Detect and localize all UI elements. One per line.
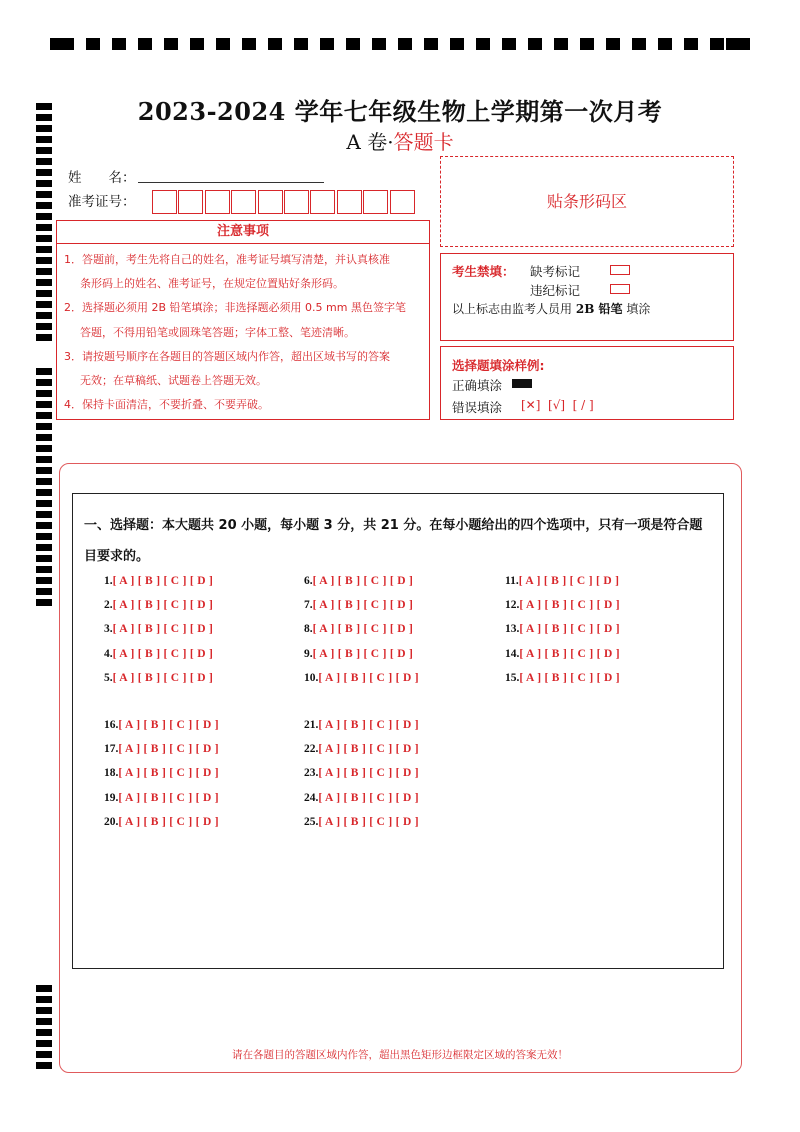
question-item[interactable] xyxy=(304,648,413,660)
question-number: 11. xyxy=(505,575,519,587)
question-number: 23. xyxy=(304,767,319,780)
subtitle-prefix: A 卷· xyxy=(346,130,394,154)
barcode-label: 贴条形码区 xyxy=(546,192,627,211)
option-bubbles[interactable]: [ A ] [ B ] [ C ] [ D ] xyxy=(318,743,419,756)
option-bubbles[interactable]: [ A ] [ B ] [ C ] [ D ] xyxy=(118,767,219,780)
question-item[interactable] xyxy=(304,672,419,684)
option-bubbles[interactable]: [ A ] [ B ] [ C ] [ D ] xyxy=(112,671,214,684)
option-bubbles[interactable]: [ A ] [ B ] [ C ] [ D ] xyxy=(519,671,620,684)
id-digit-box[interactable] xyxy=(337,190,362,214)
question-number: 7. xyxy=(304,599,313,612)
page-title: 2023-2024 学年七年级生物上学期第一次月考 xyxy=(137,97,663,126)
id-digit-box[interactable] xyxy=(363,190,388,214)
option-bubbles[interactable]: [ A ] [ B ] [ C ] [ D ] xyxy=(318,719,419,731)
question-number: 15. xyxy=(505,671,520,684)
question-number: 6. xyxy=(304,575,313,587)
note-bold: 2B 铅笔 xyxy=(575,302,623,316)
question-item[interactable] xyxy=(304,599,413,611)
question-number: 20. xyxy=(104,815,119,828)
question-item[interactable] xyxy=(304,575,413,587)
id-digit-box[interactable] xyxy=(310,190,335,214)
option-bubbles[interactable]: [ A ] [ B ] [ C ] [ D ] xyxy=(518,575,620,587)
option-bubbles[interactable]: [ A ] [ B ] [ C ] [ D ] xyxy=(312,575,414,587)
question-item[interactable] xyxy=(505,672,620,684)
id-digit-box[interactable] xyxy=(284,190,309,214)
question-number: 14. xyxy=(505,647,520,660)
absent-label: 缺考标记 xyxy=(530,264,581,279)
question-item[interactable] xyxy=(104,623,213,635)
notice-item: 条形码上的姓名、准考证号，在规定位置贴好条形码。 xyxy=(80,277,344,291)
notice-item: 答题，不得用铅笔或圆珠笔答题；字体工整、笔迹清晰。 xyxy=(80,325,355,339)
timing-marks-top xyxy=(50,38,750,52)
option-bubbles[interactable]: [ A ] [ B ] [ C ] [ D ] xyxy=(118,719,219,731)
option-bubbles[interactable]: [ A ] [ B ] [ C ] [ D ] xyxy=(318,671,419,684)
option-bubbles[interactable]: [ A ] [ B ] [ C ] [ D ] xyxy=(312,647,414,660)
id-digit-box[interactable] xyxy=(231,190,256,214)
note-pre: 以上标志由监考人员用 xyxy=(452,302,573,316)
question-item[interactable] xyxy=(104,672,213,684)
question-item[interactable] xyxy=(505,648,620,660)
question-item[interactable] xyxy=(104,648,213,660)
question-number: 17. xyxy=(104,743,119,756)
correct-fill-sample xyxy=(512,379,532,388)
question-item[interactable] xyxy=(104,792,219,804)
question-item[interactable] xyxy=(104,743,219,755)
question-number: 21. xyxy=(304,719,319,731)
question-number: 1. xyxy=(104,575,113,587)
footer-note: 请在各题目的答题区域内作答，超出黑色矩形边框限定区域的答案无效！ xyxy=(232,1049,568,1061)
id-digit-box[interactable] xyxy=(205,190,230,214)
option-bubbles[interactable]: [ A ] [ B ] [ C ] [ D ] xyxy=(118,791,219,804)
correct-label: 正确填涂 xyxy=(452,378,503,393)
option-bubbles[interactable]: [ A ] [ B ] [ C ] [ D ] xyxy=(519,599,620,612)
question-item[interactable] xyxy=(304,743,419,755)
question-item[interactable] xyxy=(104,719,219,731)
notice-item: 1．答题前，考生先将自己的姓名，准考证号填写清楚，并认真核准 xyxy=(64,253,390,266)
barcode-area xyxy=(440,156,734,247)
option-bubbles[interactable]: [ A ] [ B ] [ C ] [ D ] xyxy=(112,599,214,612)
subtitle-suffix: 答题卡 xyxy=(393,130,454,154)
option-bubbles[interactable]: [ A ] [ B ] [ C ] [ D ] xyxy=(312,599,414,612)
question-item[interactable] xyxy=(505,623,620,635)
page-subtitle xyxy=(0,126,800,155)
option-bubbles[interactable]: [ A ] [ B ] [ C ] [ D ] xyxy=(519,647,620,660)
question-item[interactable] xyxy=(505,575,619,587)
question-item[interactable] xyxy=(104,575,213,587)
question-item[interactable] xyxy=(304,719,419,731)
section-title: 一、选择题：本大题共 20 小题，每小题 3 分，共 21 分。在每小题给出的四个选项中，只有一项是符合题目要求的。 xyxy=(84,518,703,564)
question-number: 25. xyxy=(304,815,319,828)
name-field[interactable] xyxy=(138,182,324,183)
question-number: 10. xyxy=(304,671,319,684)
option-bubbles[interactable]: [ A ] [ B ] [ C ] [ D ] xyxy=(112,575,214,587)
option-bubbles[interactable]: [ A ] [ B ] [ C ] [ D ] xyxy=(318,791,419,804)
wrong-label: 错误填涂 xyxy=(452,400,503,415)
question-item[interactable] xyxy=(304,623,413,635)
id-digit-box[interactable] xyxy=(390,190,415,214)
name-label: 姓 名： xyxy=(68,170,136,186)
question-number: 8. xyxy=(304,623,313,636)
violation-label: 违纪标记 xyxy=(530,283,581,298)
question-item[interactable] xyxy=(304,792,419,804)
question-number: 4. xyxy=(104,647,113,660)
option-bubbles[interactable]: [ A ] [ B ] [ C ] [ D ] xyxy=(112,647,214,660)
question-number: 3. xyxy=(104,623,113,636)
id-number-boxes[interactable] xyxy=(152,190,416,214)
notice-item: 2．选择题必须用 2B 铅笔填涂；非选择题必须用 0.5 mm 黑色签字笔 xyxy=(64,301,406,315)
question-number: 5. xyxy=(104,671,113,684)
question-item[interactable] xyxy=(104,767,219,779)
question-number: 13. xyxy=(505,623,520,636)
question-number: 16. xyxy=(104,719,119,731)
question-item[interactable] xyxy=(304,816,419,828)
forbidden-note xyxy=(452,300,650,317)
note-post: 填涂 xyxy=(626,302,651,316)
question-number: 19. xyxy=(104,791,119,804)
notice-list xyxy=(64,248,428,417)
option-bubbles[interactable]: [ A ] [ B ] [ C ] [ D ] xyxy=(112,623,214,636)
question-number: 24. xyxy=(304,791,319,804)
question-item[interactable] xyxy=(104,816,219,828)
question-number: 12. xyxy=(505,599,520,612)
id-digit-box[interactable] xyxy=(152,190,177,214)
question-number: 22. xyxy=(304,743,319,756)
sample-title: 选择题填涂样例: xyxy=(452,358,545,373)
question-number: 9. xyxy=(304,647,313,660)
option-bubbles[interactable]: [ A ] [ B ] [ C ] [ D ] xyxy=(118,815,219,828)
notice-title: 注意事项 xyxy=(57,221,429,244)
question-item[interactable] xyxy=(304,767,419,779)
violation-mark-box[interactable] xyxy=(610,284,630,294)
option-bubbles[interactable]: [ A ] [ B ] [ C ] [ D ] xyxy=(312,623,414,636)
question-item[interactable] xyxy=(104,599,213,611)
option-bubbles[interactable]: [ A ] [ B ] [ C ] [ D ] xyxy=(318,767,419,780)
id-label: 准考证号： xyxy=(68,194,136,210)
question-number: 18. xyxy=(104,767,119,780)
option-bubbles[interactable]: [ A ] [ B ] [ C ] [ D ] xyxy=(118,743,219,756)
forbidden-title: 考生禁填： xyxy=(452,264,515,279)
id-digit-box[interactable] xyxy=(258,190,283,214)
id-digit-box[interactable] xyxy=(178,190,203,214)
wrong-fill-samples: [✕] [√] [ / ] xyxy=(521,398,594,412)
question-item[interactable] xyxy=(505,599,620,611)
notice-item: 3．请按题号顺序在各题目的答题区域内作答，超出区域书写的答案 xyxy=(64,349,390,363)
option-bubbles[interactable]: [ A ] [ B ] [ C ] [ D ] xyxy=(318,815,419,828)
absent-mark-box[interactable] xyxy=(610,265,630,275)
option-bubbles[interactable]: [ A ] [ B ] [ C ] [ D ] xyxy=(519,623,620,636)
notice-item: 无效；在草稿纸、试题卷上答题无效。 xyxy=(80,374,267,388)
notice-item: 4．保持卡面清洁，不要折叠、不要弄破。 xyxy=(64,398,269,412)
question-number: 2. xyxy=(104,599,113,612)
